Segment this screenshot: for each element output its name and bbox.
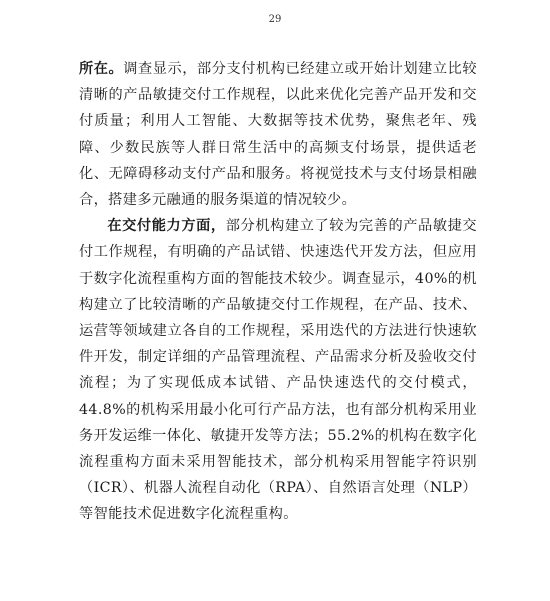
paragraph-1-lead: 所在。 [79, 61, 124, 77]
body-text [79, 56, 477, 528]
paragraph-2 [79, 213, 477, 527]
paragraph-1 [79, 56, 477, 213]
paragraph-2-lead: 在交付能力方面， [107, 218, 226, 235]
paragraph-1-text: 调查显示，部分支付机构已经建立或开始计划建立比较清晰的产品敏捷交付工作规程，以此来优化完善产品开发和交付质量；利用人工智能、大数据等技术优势，聚焦老年、残障、少数民族等人群日常生活中的高频支付场景，提供适老化、无障碍移动支付产品和服务。将视觉技术与支付场景相融合，搭建多元融通的服务渠道的情况较少。 [79, 61, 478, 209]
page-number: 29 [268, 14, 282, 25]
paragraph-2-text: 部分机构建立了较为完善的产品敏捷交付工作规程，有明确的产品试错、快速迭代开发方法，但应用于数字化流程重构方面的智能技术较少。调查显示，40%的机构建立了比较清晰的产品敏捷交付工作规程，在产品、技术、运营等领域建立各自的工作规程，采用迭代的方法进行快速软件开发，制定详细的产品管理流程、产品需求分析及验收交付流程；为了实现低成本试错、产品快速迭代的交付模式，44.8%的机构采用最小化可行产品方法，也有部分机构采用业务开发运维一体化、敏捷开发等方法；55.2%的机构在数字化流程重构方面未采用智能技术，部分机构采用智能字符识别（ICR）、机器人流程自动化（RPA）、自然语言处理（NLP）等智能技术促进数字化流程重构。 [79, 218, 478, 523]
